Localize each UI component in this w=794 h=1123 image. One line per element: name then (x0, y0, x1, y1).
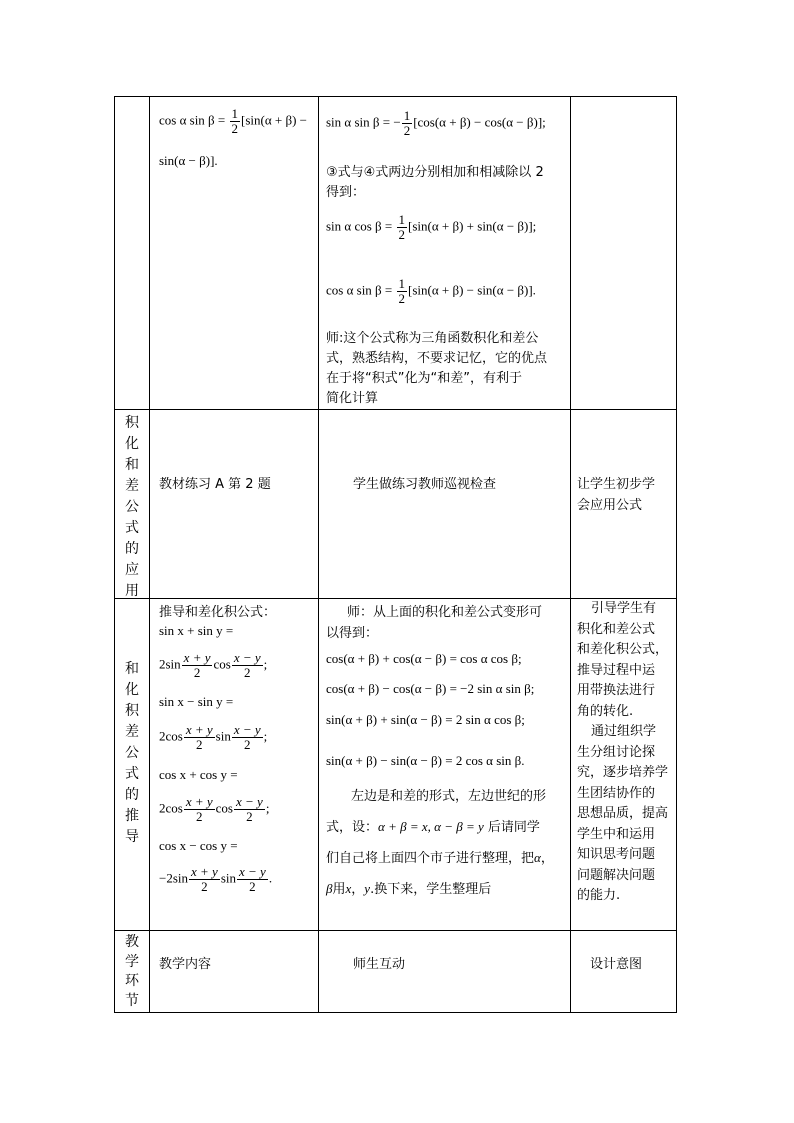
formula-text: [sin(α + β) − sin(α − β)]. (408, 282, 536, 298)
formula-text: ; (263, 656, 268, 672)
fraction-x-plus-y: $\frac{x + y}{2}$ (191, 864, 218, 894)
intent-line: 通过组织学 (591, 724, 657, 739)
formula-text: sin α sin β = − (326, 114, 401, 130)
top-col3-text-2: 得到： (326, 185, 366, 200)
stage-char: 用 (125, 583, 139, 599)
intent-line: 引导学生有 (591, 601, 657, 616)
paragraph-text: ， (351, 882, 365, 897)
intent-line: 知识思考问题 (577, 847, 656, 862)
stage-char: 化 (125, 436, 139, 452)
stage-char: 积 (125, 415, 139, 431)
derivation-equation-3: sin(α + β) + sin(α − β) = 2 sin α cos β; (326, 712, 525, 727)
derivation-equation-1: cos(α + β) + cos(α − β) = cos α cos β; (326, 651, 522, 666)
header-content: 教学内容 (159, 957, 212, 972)
top-col3-teacher-2: 式，熟悉结构，不要求记忆，它的优点 (326, 351, 548, 366)
formula-text: sin (220, 870, 236, 886)
stage-char: 节 (125, 992, 139, 1009)
top-col2-formula-line2: sin(α − β)]. (159, 153, 218, 168)
intent-line: 的能力. (577, 888, 621, 903)
intent-line: 究，逐步培养学 (577, 765, 669, 780)
formula-text: ; (265, 800, 270, 816)
intent-line: 生分组讨论探 (577, 744, 656, 760)
inline-math: α + β = x, α − β = y (378, 819, 484, 834)
top-col3-formula-2 (326, 213, 536, 242)
formula-text: 2sin (159, 656, 181, 672)
stage-char: 教 (125, 934, 139, 950)
intent-line: 角的转化. (577, 703, 634, 719)
intent-line: 积化和差公式 (577, 621, 656, 637)
top-col3-teacher-4: 简化计算 (326, 391, 379, 406)
intent-line: 和差化积公式， (577, 642, 669, 657)
fraction-x-plus-y: $\frac{x + y}{2}$ (183, 650, 211, 680)
formula-2-lhs: sin x − sin y = (159, 694, 234, 709)
formula-text: cos α sin β = (159, 112, 229, 128)
paragraph-text: ， (540, 851, 554, 866)
fraction-x-plus-y: $\frac{x + y}{2}$ (185, 794, 213, 824)
inline-math: β (326, 881, 333, 896)
stage-char: 积 (125, 703, 139, 719)
fraction-half: $\frac{1}{2}$ (398, 212, 406, 242)
top-col3-text-1: ③式与④式两边分别相加和相减除以 2 (326, 165, 544, 180)
stage-char: 导 (125, 829, 139, 845)
stage-char: 推 (125, 808, 139, 824)
paragraph-text: 们自己将上面四个市子进行整理，把 (326, 851, 535, 866)
stage-char: 和 (125, 457, 139, 473)
stage-char: 的 (125, 787, 139, 803)
top-col3-formula-1 (326, 109, 546, 138)
formula-4-lhs: cos x − cos y = (159, 838, 238, 853)
stage-label-derivation (115, 659, 149, 848)
formula-text: −2sin (159, 870, 189, 886)
stage-char: 差 (125, 478, 139, 494)
derivation-content-title: 推导和差化积公式： (159, 605, 277, 620)
formula-1-rhs (159, 651, 267, 680)
formula-text: cos α sin β = (326, 282, 396, 298)
formula-text: sin α cos β = (326, 218, 396, 234)
formula-1-lhs: sin x + sin y = (159, 623, 234, 638)
stage-char: 和 (125, 661, 139, 677)
derivation-paragraph-1: 左边是和差的形式，左边世纪的形 (351, 789, 547, 804)
intent-line: 生团结协作的 (577, 785, 656, 801)
header-interaction: 师生互动 (353, 957, 406, 972)
stage-char: 式 (125, 520, 139, 536)
formula-text: [sin(α + β) + sin(α − β)]; (408, 218, 537, 234)
stage-char: 公 (125, 745, 139, 761)
stage-char: 环 (125, 973, 139, 989)
formula-3-rhs (159, 795, 269, 824)
paragraph-text: 用 (332, 882, 346, 897)
derivation-teacher-2: 以得到： (326, 626, 379, 641)
stage-char: 公 (125, 499, 139, 515)
row-divider-1 (115, 409, 676, 410)
fraction-x-minus-y: $\frac{x - y}{2}$ (239, 864, 266, 894)
intent-line: 问题解决问题 (577, 867, 656, 883)
formula-3-lhs: cos x + cos y = (159, 767, 238, 782)
formula-2-rhs (159, 723, 267, 752)
fraction-half: $\frac{1}{2}$ (231, 106, 239, 136)
formula-text: cos (213, 656, 231, 672)
top-col2-formula-line1 (159, 107, 307, 136)
derivation-intent (577, 599, 673, 907)
paragraph-text: .换下来，学生整理后 (370, 882, 492, 897)
inline-math: α (534, 850, 541, 865)
inline-math: x (345, 881, 352, 896)
column-divider-1 (149, 97, 150, 1012)
application-content: 教材练习 A 第 2 题 (159, 477, 271, 492)
formula-text: cos (215, 800, 233, 816)
stage-char: 学 (125, 953, 139, 970)
formula-text: . (268, 870, 273, 886)
stage-char: 应 (125, 562, 139, 578)
top-col3-teacher-1: 师:这个公式称为三角函数积化和差公 (326, 331, 539, 346)
header-intent: 设计意图 (590, 957, 643, 972)
fraction-half: $\frac{1}{2}$ (403, 108, 411, 138)
column-divider-3 (570, 97, 571, 1012)
formula-text: [cos(α + β) − cos(α − β)]; (413, 114, 546, 130)
derivation-paragraph-3 (326, 847, 554, 866)
formula-text: ; (263, 728, 268, 744)
formula-text: 2cos (159, 800, 183, 816)
top-col3-formula-3 (326, 277, 536, 306)
intent-line: 推导过程中运 (577, 662, 656, 678)
derivation-equation-2: cos(α + β) − cos(α − β) = −2 sin α sin β; (326, 681, 535, 696)
stage-label-header (115, 933, 149, 1011)
derivation-teacher-1: 师：从上面的积化和差公式变形可 (347, 605, 543, 620)
inline-math: y (364, 881, 371, 896)
stage-char: 差 (125, 724, 139, 740)
formula-text: sin (215, 728, 231, 744)
formula-4-rhs (159, 865, 272, 894)
fraction-x-minus-y: $\frac{x - y}{2}$ (236, 794, 263, 824)
fraction-x-minus-y: $\frac{x - y}{2}$ (233, 722, 261, 752)
paragraph-text: 后请同学 (483, 820, 540, 835)
fraction-half: $\frac{1}{2}$ (398, 276, 406, 306)
application-intent-2: 会应用公式 (577, 498, 643, 513)
derivation-paragraph-4 (326, 878, 491, 897)
lesson-plan-table (114, 96, 677, 1013)
column-divider-2 (318, 97, 319, 1012)
row-divider-3 (115, 930, 676, 931)
intent-line: 思想品质，提高 (577, 806, 669, 821)
fraction-x-plus-y: $\frac{x + y}{2}$ (185, 722, 213, 752)
application-intent-1: 让学生初步学 (577, 477, 656, 492)
derivation-equation-4: sin(α + β) − sin(α − β) = 2 cos α sin β. (326, 753, 525, 768)
formula-text: 2cos (159, 728, 183, 744)
paragraph-text: 式，设： (326, 820, 379, 835)
stage-label-application (115, 413, 149, 602)
application-interaction: 学生做练习教师巡视检查 (353, 477, 497, 492)
stage-char: 化 (125, 682, 139, 698)
intent-line: 用带换法进行 (577, 683, 656, 698)
fraction-x-minus-y: $\frac{x - y}{2}$ (233, 650, 261, 680)
intent-line: 学生中和运用 (577, 826, 656, 842)
top-col3-teacher-3: 在于将“积式”化为“和差”，有利于 (326, 371, 522, 386)
derivation-paragraph-2 (326, 816, 540, 835)
stage-char: 的 (125, 541, 139, 557)
formula-text: [sin(α + β) − (241, 112, 308, 128)
stage-char: 式 (125, 766, 139, 782)
